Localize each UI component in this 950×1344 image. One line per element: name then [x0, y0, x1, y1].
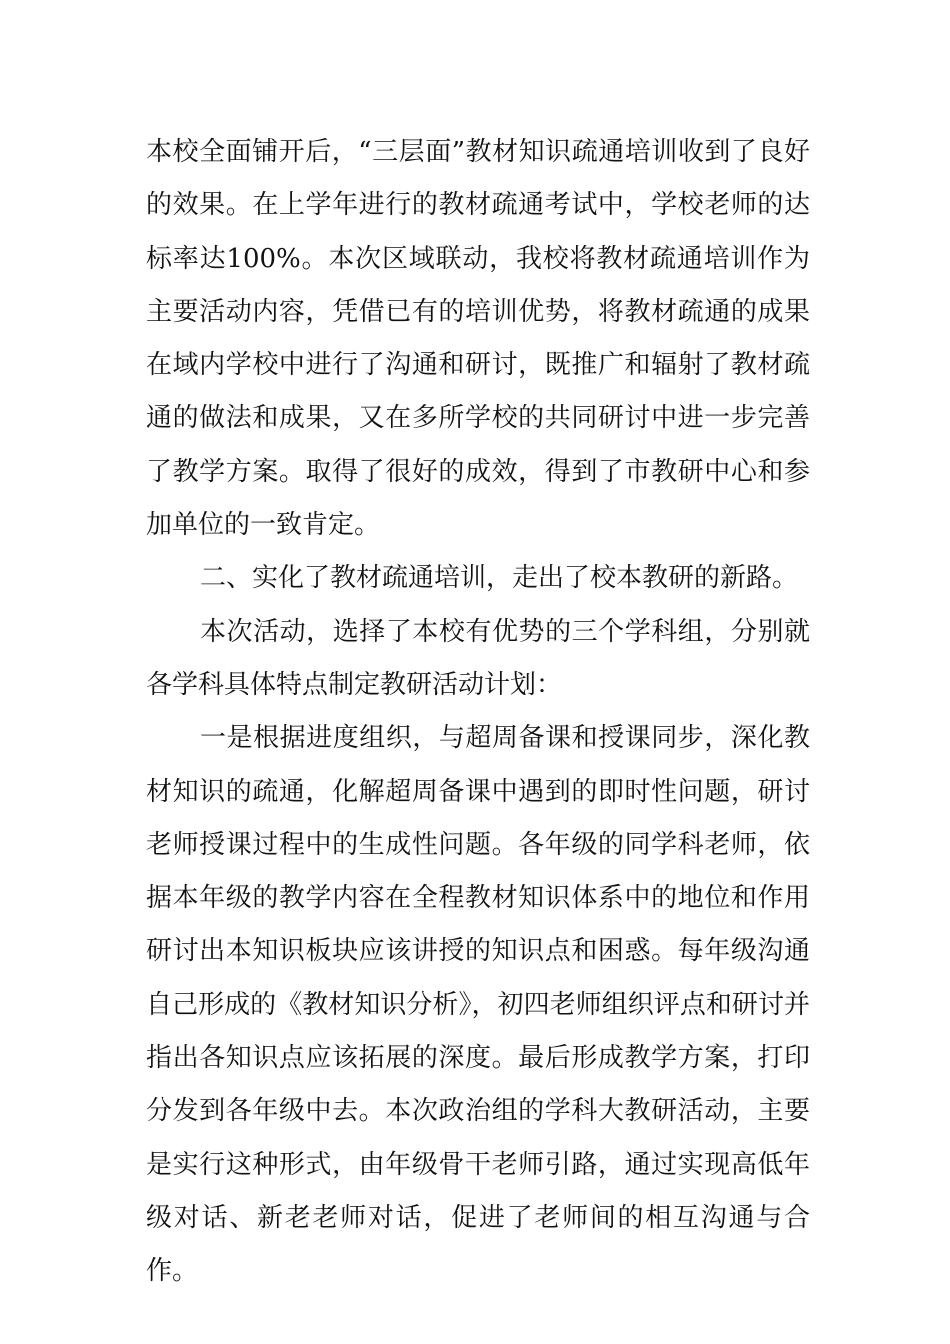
document-body: [146, 126, 810, 1299]
section-heading: 二、实化了教材疏通培训，走出了校本教研的新路。: [200, 563, 799, 594]
paragraph-continuation: 本校全面铺开后，“三层面”教材知识疏通培训收到了良好的效果。在上学年进行的教材疏通考试中，学校老师的达标率达100%。本次区域联动，我校将教材疏通培训作为主要活动内容，凭借已有的培训优势，将教材疏通的成果在域内学校中进行了沟通和研讨，既推广和辐射了教材疏通的做法和成果，又在多所学校的共同研讨中进一步完善了教学方案。取得了很好的成效，得到了市教研中心和参加单位的一致肯定。: [146, 137, 810, 541]
paragraph-first-method: 一是根据进度组织，与超周备课和授课同步，深化教材知识的疏通，化解超周备课中遇到的即时性问题，研讨老师授课过程中的生成性问题。各年级的同学科老师，依据本年级的教学内容在全程教材知识体系中的地位和作用研讨出本知识板块应该讲授的知识点和困惑。每年级沟通自己形成的《教材知识分析》，初四老师组织评点和研讨并指出各知识点应该拓展的深度。最后形成教学方案，打印分发到各年级中去。本次政治组的学科大教研活动，主要是实行这种形式，由年级骨干老师引路，通过实现高低年级对话、新老老师对话，促进了老师间的相互沟通与合作。: [146, 723, 810, 1287]
paragraph-activity-intro: 本次活动，选择了本校有优势的三个学科组，分别就各学科具体特点制定教研活动计划：: [146, 616, 810, 700]
